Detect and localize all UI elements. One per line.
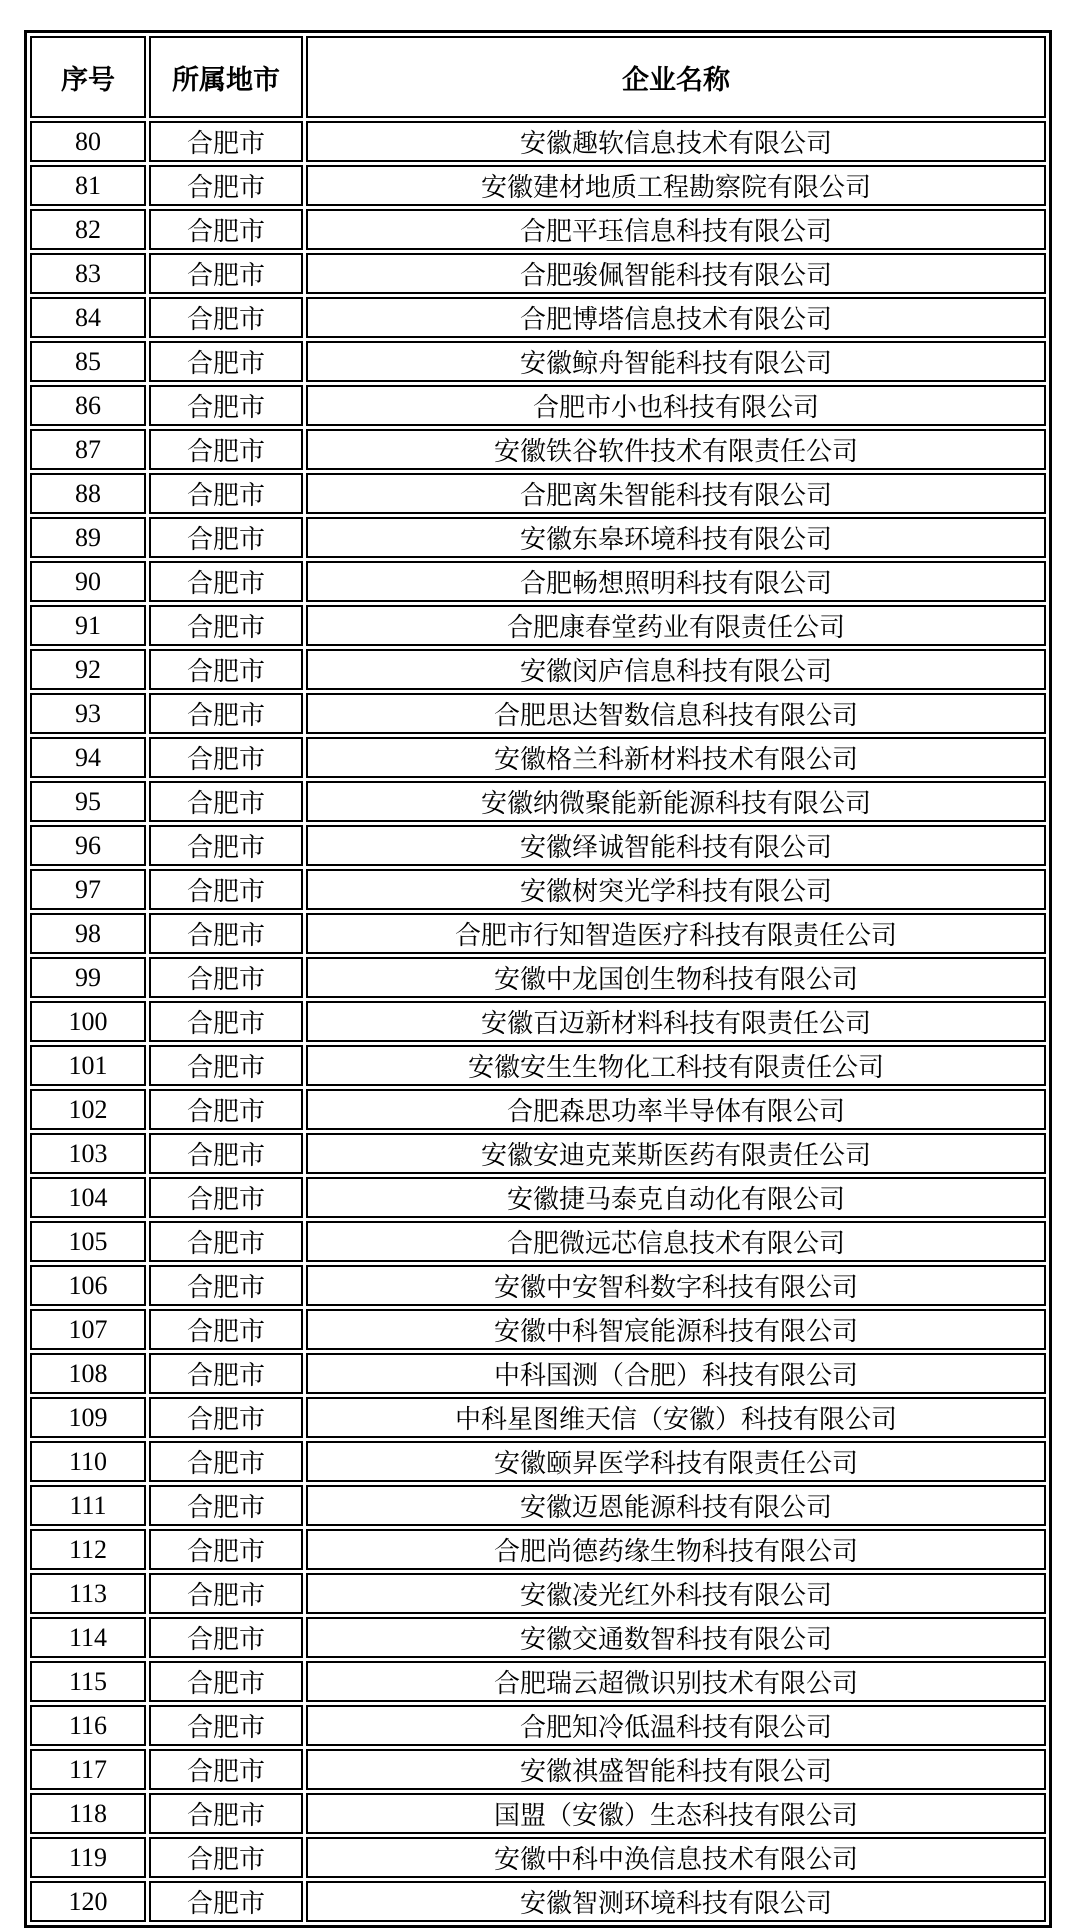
table-row	[30, 165, 1046, 206]
cell-city: 合肥市	[149, 209, 303, 250]
cell-index: 102	[30, 1089, 146, 1130]
cell-company: 安徽树突光学科技有限公司	[306, 869, 1046, 910]
cell-city: 合肥市	[149, 1397, 303, 1438]
cell-index: 98	[30, 913, 146, 954]
cell-company: 合肥市小也科技有限公司	[306, 385, 1046, 426]
cell-company: 合肥畅想照明科技有限公司	[306, 561, 1046, 602]
cell-company: 安徽安迪克莱斯医药有限责任公司	[306, 1133, 1046, 1174]
cell-company: 安徽铁谷软件技术有限责任公司	[306, 429, 1046, 470]
cell-company: 安徽趣软信息技术有限公司	[306, 121, 1046, 162]
table-row	[30, 869, 1046, 910]
cell-city: 合肥市	[149, 1485, 303, 1526]
cell-index: 93	[30, 693, 146, 734]
cell-index: 99	[30, 957, 146, 998]
cell-index: 82	[30, 209, 146, 250]
table-row	[30, 1881, 1046, 1922]
cell-city: 合肥市	[149, 1705, 303, 1746]
cell-city: 合肥市	[149, 561, 303, 602]
cell-index: 111	[30, 1485, 146, 1526]
cell-index: 80	[30, 121, 146, 162]
table-row	[30, 473, 1046, 514]
cell-company: 安徽纳微聚能新能源科技有限公司	[306, 781, 1046, 822]
cell-company: 安徽格兰科新材料技术有限公司	[306, 737, 1046, 778]
cell-city: 合肥市	[149, 1089, 303, 1130]
cell-city: 合肥市	[149, 869, 303, 910]
table-row	[30, 209, 1046, 250]
cell-index: 92	[30, 649, 146, 690]
table-row	[30, 1045, 1046, 1086]
cell-company: 安徽中科智宸能源科技有限公司	[306, 1309, 1046, 1350]
table-row	[30, 561, 1046, 602]
table-row	[30, 825, 1046, 866]
cell-index: 90	[30, 561, 146, 602]
cell-company: 合肥尚德药缘生物科技有限公司	[306, 1529, 1046, 1570]
header-city: 所属地市	[149, 36, 303, 118]
cell-index: 117	[30, 1749, 146, 1790]
cell-company: 合肥博塔信息技术有限公司	[306, 297, 1046, 338]
cell-index: 100	[30, 1001, 146, 1042]
cell-company: 安徽中龙国创生物科技有限公司	[306, 957, 1046, 998]
cell-city: 合肥市	[149, 121, 303, 162]
cell-index: 120	[30, 1881, 146, 1922]
cell-index: 89	[30, 517, 146, 558]
table-row	[30, 1485, 1046, 1526]
cell-city: 合肥市	[149, 957, 303, 998]
cell-company: 安徽智测环境科技有限公司	[306, 1881, 1046, 1922]
cell-city: 合肥市	[149, 1617, 303, 1658]
cell-city: 合肥市	[149, 1001, 303, 1042]
table-row	[30, 1837, 1046, 1878]
header-company: 企业名称	[306, 36, 1046, 118]
cell-company: 安徽东皋环境科技有限公司	[306, 517, 1046, 558]
cell-index: 96	[30, 825, 146, 866]
cell-city: 合肥市	[149, 385, 303, 426]
cell-company: 合肥平珏信息科技有限公司	[306, 209, 1046, 250]
cell-company: 中科星图维天信（安徽）科技有限公司	[306, 1397, 1046, 1438]
cell-company: 安徽迈恩能源科技有限公司	[306, 1485, 1046, 1526]
cell-index: 94	[30, 737, 146, 778]
cell-index: 105	[30, 1221, 146, 1262]
table-row	[30, 1001, 1046, 1042]
table-row	[30, 693, 1046, 734]
cell-company: 合肥知冷低温科技有限公司	[306, 1705, 1046, 1746]
cell-city: 合肥市	[149, 1265, 303, 1306]
table-row	[30, 913, 1046, 954]
cell-index: 104	[30, 1177, 146, 1218]
table-row	[30, 1089, 1046, 1130]
cell-company: 安徽祺盛智能科技有限公司	[306, 1749, 1046, 1790]
cell-index: 106	[30, 1265, 146, 1306]
cell-company: 安徽建材地质工程勘察院有限公司	[306, 165, 1046, 206]
cell-city: 合肥市	[149, 1045, 303, 1086]
cell-company: 合肥微远芯信息技术有限公司	[306, 1221, 1046, 1262]
company-list-table	[24, 30, 1052, 1928]
cell-city: 合肥市	[149, 517, 303, 558]
cell-index: 87	[30, 429, 146, 470]
cell-index: 116	[30, 1705, 146, 1746]
cell-city: 合肥市	[149, 1133, 303, 1174]
cell-index: 110	[30, 1441, 146, 1482]
table-row	[30, 1309, 1046, 1350]
cell-company: 安徽绎诚智能科技有限公司	[306, 825, 1046, 866]
table-row	[30, 1397, 1046, 1438]
cell-index: 118	[30, 1793, 146, 1834]
table-row	[30, 1177, 1046, 1218]
cell-index: 109	[30, 1397, 146, 1438]
table-row	[30, 385, 1046, 426]
cell-company: 国盟（安徽）生态科技有限公司	[306, 1793, 1046, 1834]
table-row	[30, 1441, 1046, 1482]
table-row	[30, 1793, 1046, 1834]
cell-index: 115	[30, 1661, 146, 1702]
cell-city: 合肥市	[149, 1309, 303, 1350]
cell-index: 113	[30, 1573, 146, 1614]
table-row	[30, 253, 1046, 294]
cell-index: 119	[30, 1837, 146, 1878]
table-row	[30, 429, 1046, 470]
cell-company: 安徽凌光红外科技有限公司	[306, 1573, 1046, 1614]
table-row	[30, 341, 1046, 382]
cell-city: 合肥市	[149, 649, 303, 690]
cell-company: 合肥康春堂药业有限责任公司	[306, 605, 1046, 646]
cell-company: 合肥瑞云超微识别技术有限公司	[306, 1661, 1046, 1702]
cell-city: 合肥市	[149, 165, 303, 206]
cell-index: 97	[30, 869, 146, 910]
table-row	[30, 297, 1046, 338]
header-row	[30, 36, 1046, 118]
table-row	[30, 957, 1046, 998]
table-row	[30, 781, 1046, 822]
cell-index: 81	[30, 165, 146, 206]
cell-company: 安徽交通数智科技有限公司	[306, 1617, 1046, 1658]
table-row	[30, 1133, 1046, 1174]
cell-company: 安徽中安智科数字科技有限公司	[306, 1265, 1046, 1306]
header-index: 序号	[30, 36, 146, 118]
cell-index: 88	[30, 473, 146, 514]
table-row	[30, 1617, 1046, 1658]
table-row	[30, 737, 1046, 778]
cell-index: 108	[30, 1353, 146, 1394]
cell-company: 安徽百迈新材料科技有限责任公司	[306, 1001, 1046, 1042]
table-row	[30, 517, 1046, 558]
cell-city: 合肥市	[149, 429, 303, 470]
cell-index: 86	[30, 385, 146, 426]
table-row	[30, 1353, 1046, 1394]
cell-city: 合肥市	[149, 1749, 303, 1790]
cell-city: 合肥市	[149, 781, 303, 822]
table-body	[30, 121, 1046, 1922]
cell-city: 合肥市	[149, 1793, 303, 1834]
table-row	[30, 1749, 1046, 1790]
table-row	[30, 121, 1046, 162]
cell-company: 合肥思达智数信息科技有限公司	[306, 693, 1046, 734]
cell-city: 合肥市	[149, 1353, 303, 1394]
cell-city: 合肥市	[149, 341, 303, 382]
cell-city: 合肥市	[149, 473, 303, 514]
cell-city: 合肥市	[149, 1881, 303, 1922]
cell-index: 112	[30, 1529, 146, 1570]
cell-city: 合肥市	[149, 1441, 303, 1482]
cell-index: 83	[30, 253, 146, 294]
cell-city: 合肥市	[149, 693, 303, 734]
cell-city: 合肥市	[149, 253, 303, 294]
cell-company: 安徽捷马泰克自动化有限公司	[306, 1177, 1046, 1218]
cell-city: 合肥市	[149, 913, 303, 954]
cell-city: 合肥市	[149, 825, 303, 866]
cell-city: 合肥市	[149, 1661, 303, 1702]
cell-city: 合肥市	[149, 297, 303, 338]
cell-company: 安徽中科中涣信息技术有限公司	[306, 1837, 1046, 1878]
cell-company: 中科国测（合肥）科技有限公司	[306, 1353, 1046, 1394]
cell-company: 合肥离朱智能科技有限公司	[306, 473, 1046, 514]
cell-index: 103	[30, 1133, 146, 1174]
table-row	[30, 1529, 1046, 1570]
cell-company: 安徽安生生物化工科技有限责任公司	[306, 1045, 1046, 1086]
cell-city: 合肥市	[149, 737, 303, 778]
cell-city: 合肥市	[149, 605, 303, 646]
cell-city: 合肥市	[149, 1837, 303, 1878]
cell-city: 合肥市	[149, 1177, 303, 1218]
cell-company: 合肥市行知智造医疗科技有限责任公司	[306, 913, 1046, 954]
cell-index: 91	[30, 605, 146, 646]
table-row	[30, 1661, 1046, 1702]
cell-index: 114	[30, 1617, 146, 1658]
cell-index: 85	[30, 341, 146, 382]
cell-index: 107	[30, 1309, 146, 1350]
table-row	[30, 1573, 1046, 1614]
cell-city: 合肥市	[149, 1529, 303, 1570]
cell-company: 合肥森思功率半导体有限公司	[306, 1089, 1046, 1130]
table-row	[30, 1265, 1046, 1306]
cell-index: 84	[30, 297, 146, 338]
cell-company: 安徽鲸舟智能科技有限公司	[306, 341, 1046, 382]
cell-city: 合肥市	[149, 1573, 303, 1614]
cell-company: 安徽颐昇医学科技有限责任公司	[306, 1441, 1046, 1482]
cell-index: 101	[30, 1045, 146, 1086]
table-header	[30, 36, 1046, 118]
table-row	[30, 649, 1046, 690]
cell-company: 合肥骏佩智能科技有限公司	[306, 253, 1046, 294]
cell-index: 95	[30, 781, 146, 822]
cell-city: 合肥市	[149, 1221, 303, 1262]
cell-company: 安徽闵庐信息科技有限公司	[306, 649, 1046, 690]
table-row	[30, 605, 1046, 646]
table-row	[30, 1221, 1046, 1262]
